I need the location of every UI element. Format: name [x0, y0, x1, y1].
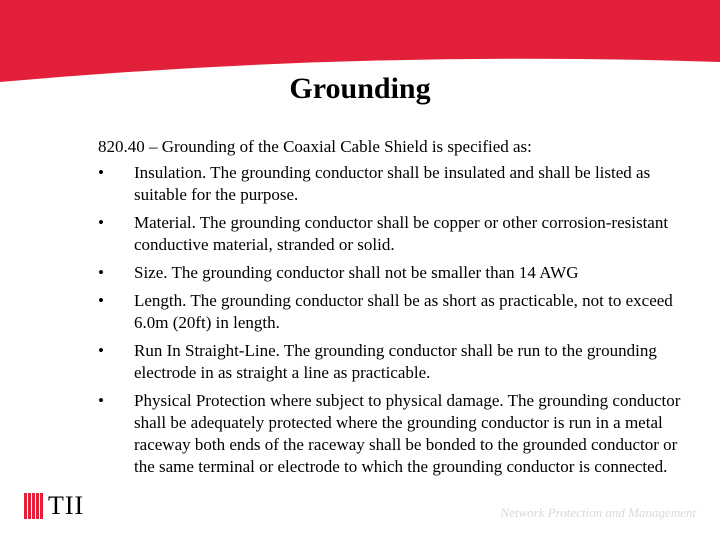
- list-item: [98, 290, 688, 334]
- bullet-text: Material. The grounding conductor shall be copper or other corrosion-resistant conductive material, stranded or solid.: [134, 213, 669, 254]
- logo-text: TII: [48, 491, 85, 520]
- bullet-icon: •: [98, 341, 104, 360]
- bullet-text: Size. The grounding conductor shall not be smaller than 14 AWG: [134, 263, 579, 282]
- list-item: [98, 162, 688, 206]
- list-item: [98, 390, 688, 478]
- bullet-text: Insulation. The grounding conductor shall be insulated and shall be listed as suitable for the purpose.: [134, 163, 651, 204]
- bullet-text: Physical Protection where subject to physical damage. The grounding conductor shall be adequately protected where the grounding conductor is run in a metal raceway both ends of the raceway shall be bonded to the grounded conductor or the same terminal or electrode to which the grounding conductor is connected.: [134, 391, 681, 476]
- bullet-list: [98, 162, 688, 478]
- list-item: [98, 212, 688, 256]
- bullet-text: Run In Straight-Line. The grounding conductor shall be run to the grounding electrode in as straight a line as practicable.: [134, 341, 657, 382]
- bullet-icon: •: [98, 213, 104, 232]
- bullet-icon: •: [98, 163, 104, 182]
- slide-body: [98, 136, 688, 484]
- footer-tagline: Network Protection and Management: [500, 505, 696, 520]
- logo-mark-icon: [24, 493, 44, 519]
- bullet-text: Length. The grounding conductor shall be as short as practicable, not to exceed 6.0m (20ft) in length.: [134, 291, 673, 332]
- slide-title-text: Grounding: [289, 72, 431, 105]
- list-item: [98, 340, 688, 384]
- list-item: [98, 262, 688, 284]
- slide-title: [0, 72, 720, 106]
- tii-logo: [24, 492, 84, 520]
- intro-line: 820.40 – Grounding of the Coaxial Cable Shield is specified as:: [98, 137, 532, 156]
- bullet-icon: •: [98, 291, 104, 310]
- bullet-icon: •: [98, 263, 104, 282]
- bullet-icon: •: [98, 391, 104, 410]
